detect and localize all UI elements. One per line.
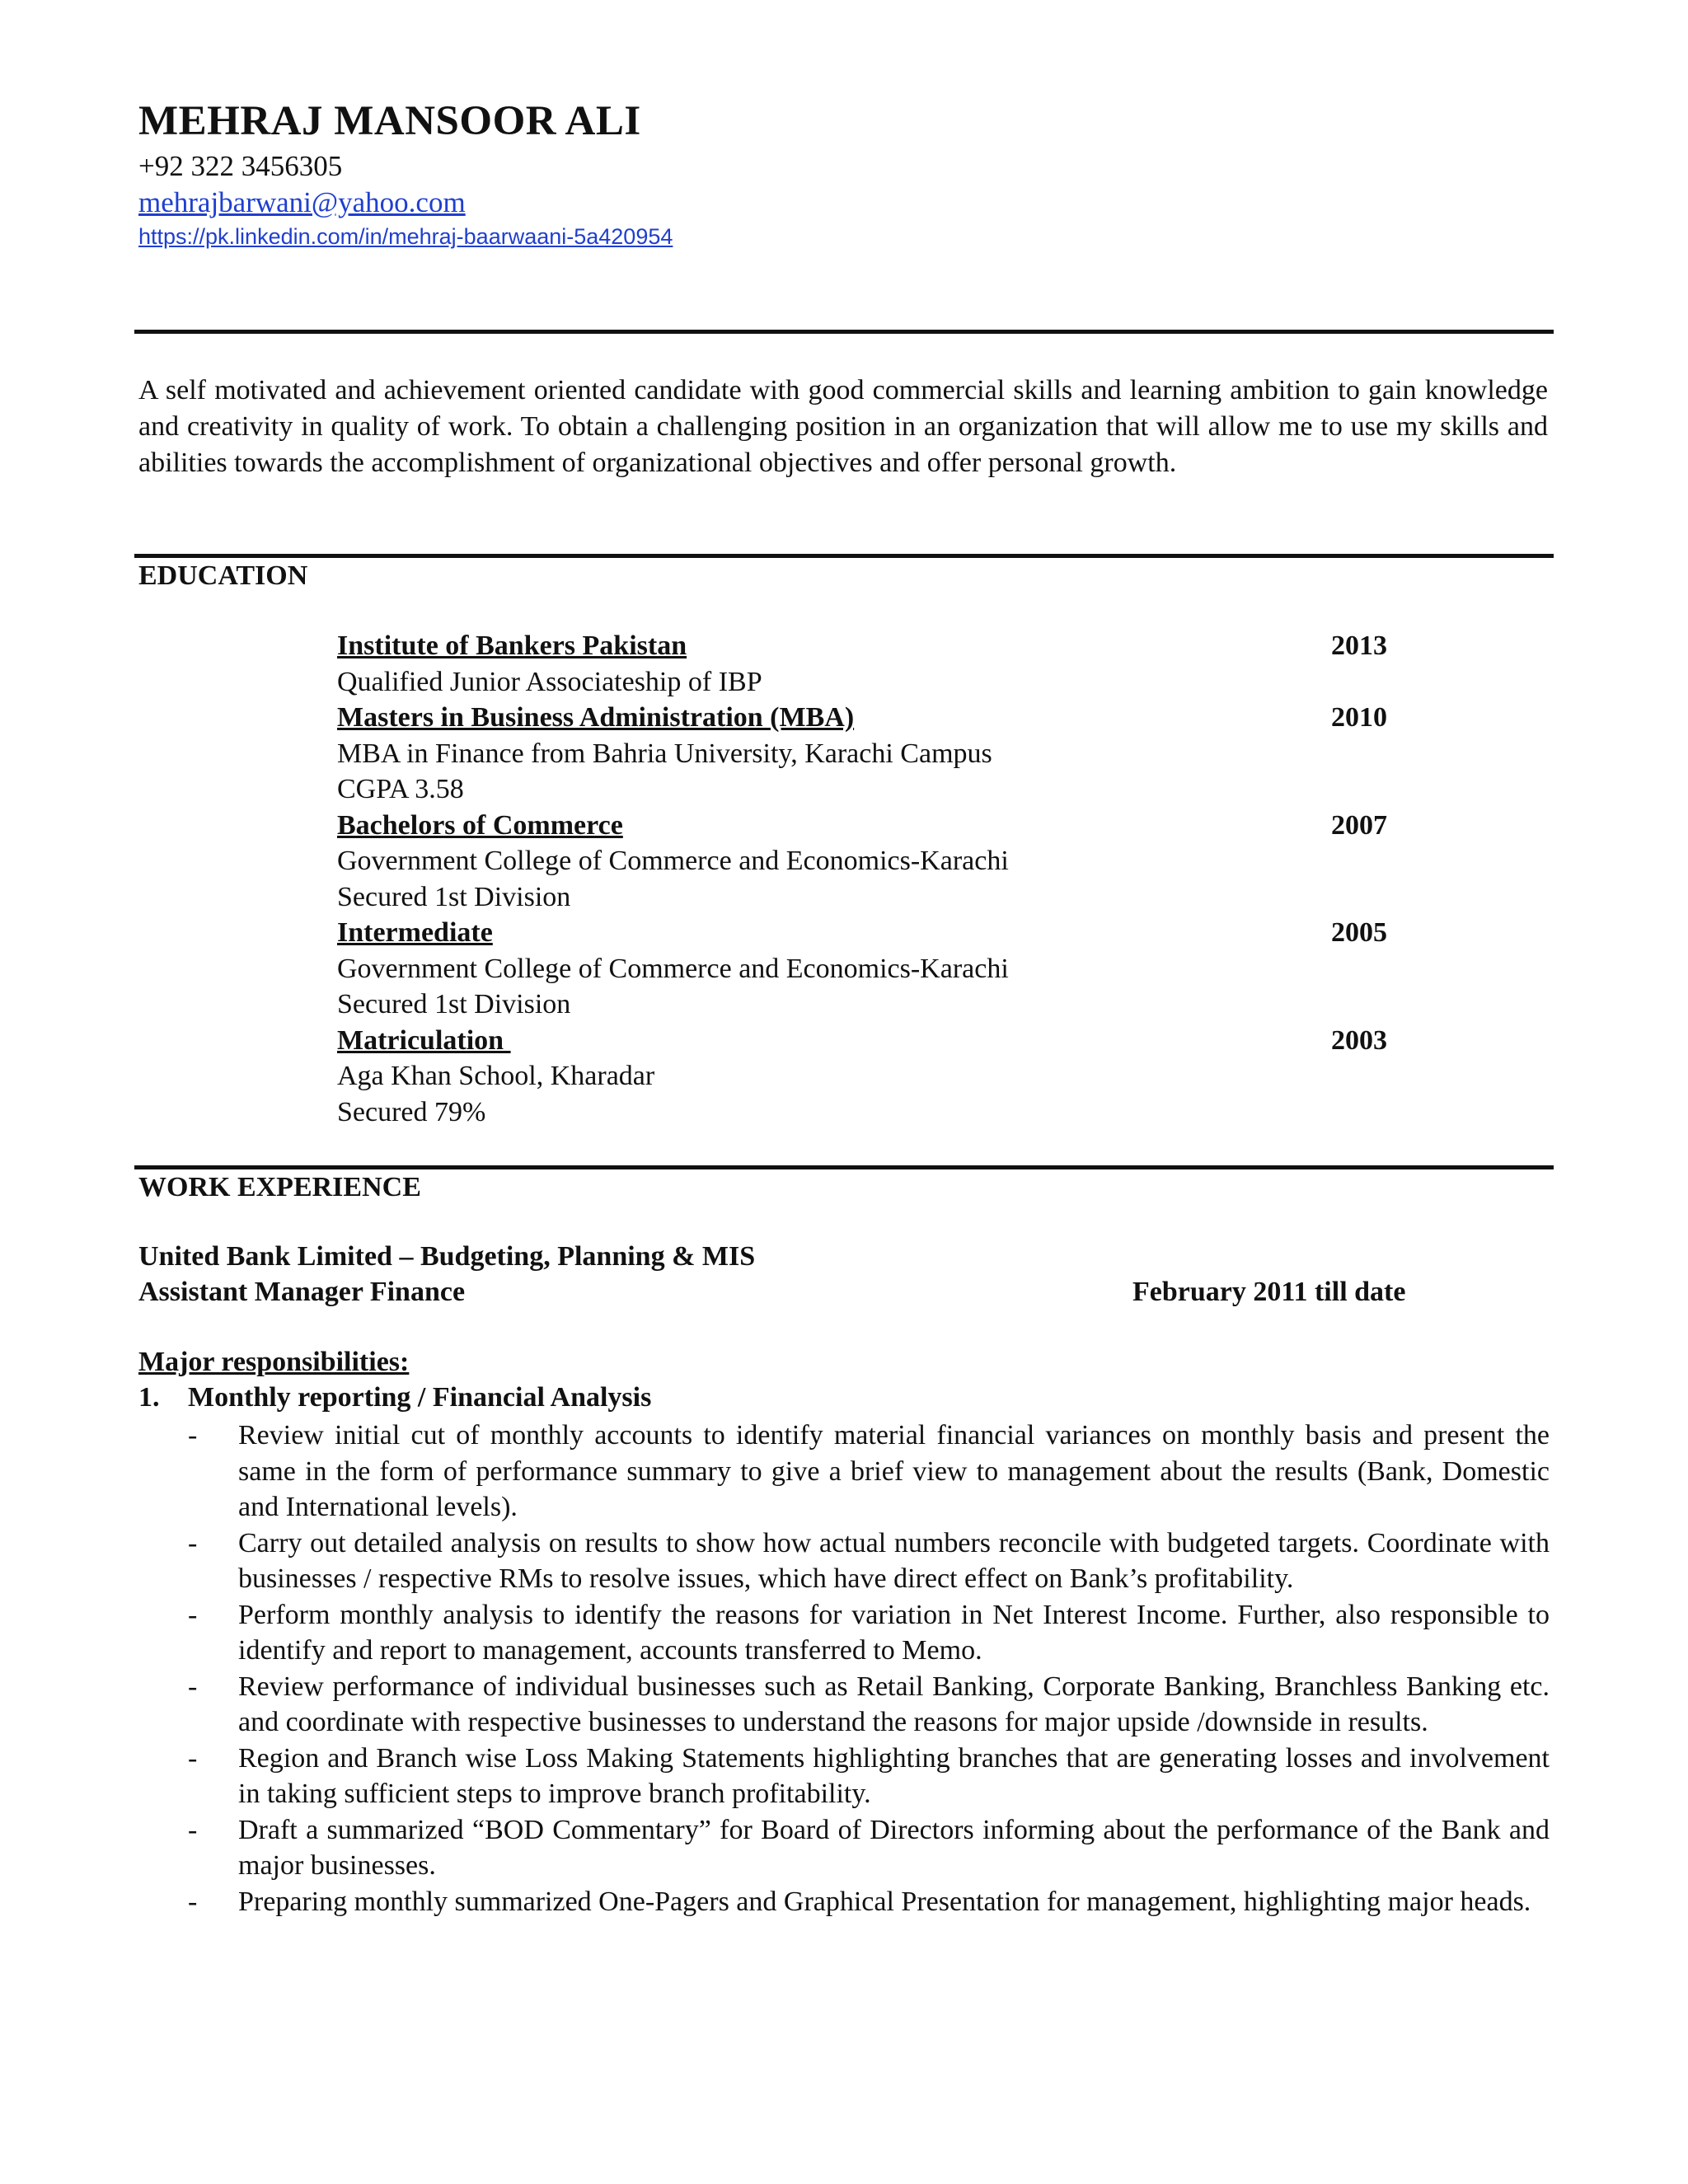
bullet-dash: - bbox=[188, 1742, 198, 1774]
education-detail: Secured 1st Division bbox=[337, 989, 571, 1019]
education-detail: Aga Khan School, Kharadar bbox=[337, 1061, 655, 1091]
responsibility-text: Review initial cut of monthly accounts to identify material financial variances on monthly basis and present the same in the form of performance summary to give a brief view to management about the results (Bank, Domestic and International levels). bbox=[238, 1420, 1550, 1522]
education-heading: EDUCATION bbox=[138, 560, 308, 591]
email-link[interactable]: mehrajbarwani@yahoo.com bbox=[138, 186, 466, 218]
bullet-dash: - bbox=[188, 1527, 198, 1558]
work-heading: WORK EXPERIENCE bbox=[138, 1172, 421, 1202]
education-detail: CGPA 3.58 bbox=[337, 774, 464, 804]
education-entry bbox=[337, 700, 1409, 808]
education-detail: Secured 1st Division bbox=[337, 881, 571, 912]
education-year: 2010 bbox=[1331, 702, 1387, 733]
education-entry bbox=[337, 808, 1409, 916]
education-detail: Government College of Commerce and Economics-Karachi bbox=[337, 846, 1009, 876]
responsibility-item bbox=[188, 1741, 1550, 1812]
responsibility-item bbox=[188, 1884, 1550, 1920]
bullet-dash: - bbox=[188, 1886, 198, 1917]
candidate-name: MEHRAJ MANSOOR ALI bbox=[138, 98, 641, 144]
responsibility-title: Monthly reporting / Financial Analysis bbox=[188, 1382, 652, 1413]
responsibility-item bbox=[188, 1669, 1550, 1741]
responsibility-text: Review performance of individual businesses such as Retail Banking, Corporate Banking, Branchless Banking etc. and coordinate with respective businesses to understand the reasons for major upside /downside in results. bbox=[238, 1671, 1550, 1737]
responsibility-item bbox=[188, 1812, 1550, 1884]
divider-work bbox=[134, 1165, 1554, 1169]
education-detail: Qualified Junior Associateship of IBP bbox=[337, 666, 762, 697]
responsibility-text: Preparing monthly summarized One-Pagers and Graphical Presentation for management, highlighting major heads. bbox=[238, 1886, 1531, 1917]
phone-number: +92 322 3456305 bbox=[138, 150, 343, 182]
education-entry bbox=[337, 915, 1409, 1023]
objective-paragraph: A self motivated and achievement oriented candidate with good commercial skills and learning ambition to gain knowledge and creativity in quality of work. To obtain a challenging position in an organization that will allow me to use my skills and abilities towards the accomplishment of organizational objectives and offer personal growth. bbox=[138, 375, 1548, 478]
responsibility-text: Region and Branch wise Loss Making Statements highlighting branches that are generating losses and involvement in taking sufficient steps to improve branch profitability. bbox=[238, 1742, 1550, 1809]
education-detail: Government College of Commerce and Economics-Karachi bbox=[337, 953, 1009, 984]
education-detail: Secured 79% bbox=[337, 1096, 486, 1127]
education-title: Institute of Bankers Pakistan bbox=[337, 630, 687, 661]
responsibility-item bbox=[188, 1597, 1550, 1669]
work-company: United Bank Limited – Budgeting, Planning & MIS bbox=[138, 1241, 756, 1272]
responsibility-text: Carry out detailed analysis on results to show how actual numbers reconcile with budgeted targets. Coordinate with businesses / respective RMs to resolve issues, which have direct effect on Bank’s profitability. bbox=[238, 1527, 1550, 1594]
education-title: Bachelors of Commerce bbox=[337, 809, 623, 841]
work-position: Assistant Manager Finance bbox=[138, 1277, 466, 1307]
education-detail: MBA in Finance from Bahria University, Karachi Campus bbox=[337, 738, 992, 769]
education-year: 2013 bbox=[1331, 630, 1387, 661]
education-entry bbox=[337, 1023, 1409, 1131]
bullet-dash: - bbox=[188, 1814, 198, 1845]
responsibility-text: Perform monthly analysis to identify the reasons for variation in Net Interest Income. Further, also responsible to identify and report to management, accounts transferred to Memo. bbox=[238, 1599, 1550, 1666]
education-title: Matriculation bbox=[337, 1024, 511, 1056]
education-list bbox=[337, 628, 1409, 1130]
responsibility-number: 1. bbox=[138, 1382, 160, 1413]
education-year: 2007 bbox=[1331, 809, 1387, 841]
bullet-dash: - bbox=[188, 1599, 198, 1630]
education-year: 2005 bbox=[1331, 917, 1387, 948]
work-period: February 2011 till date bbox=[1132, 1277, 1406, 1307]
bullet-dash: - bbox=[188, 1671, 198, 1702]
education-title: Intermediate bbox=[337, 917, 493, 948]
responsibility-item bbox=[188, 1526, 1550, 1597]
responsibilities-heading: Major responsibilities: bbox=[138, 1347, 410, 1377]
education-entry bbox=[337, 628, 1409, 700]
divider-education bbox=[134, 554, 1554, 558]
education-year: 2003 bbox=[1331, 1024, 1387, 1056]
divider-header bbox=[134, 330, 1554, 334]
linkedin-link[interactable]: https://pk.linkedin.com/in/mehraj-baarwaani-5a420954 bbox=[138, 224, 673, 249]
responsibility-list bbox=[188, 1418, 1550, 1919]
bullet-dash: - bbox=[188, 1420, 198, 1451]
responsibility-text: Draft a summarized “BOD Commentary” for Board of Directors informing about the performance of the Bank and major businesses. bbox=[238, 1814, 1550, 1881]
responsibility-item bbox=[188, 1418, 1550, 1526]
education-title: Masters in Business Administration (MBA) bbox=[337, 702, 855, 733]
